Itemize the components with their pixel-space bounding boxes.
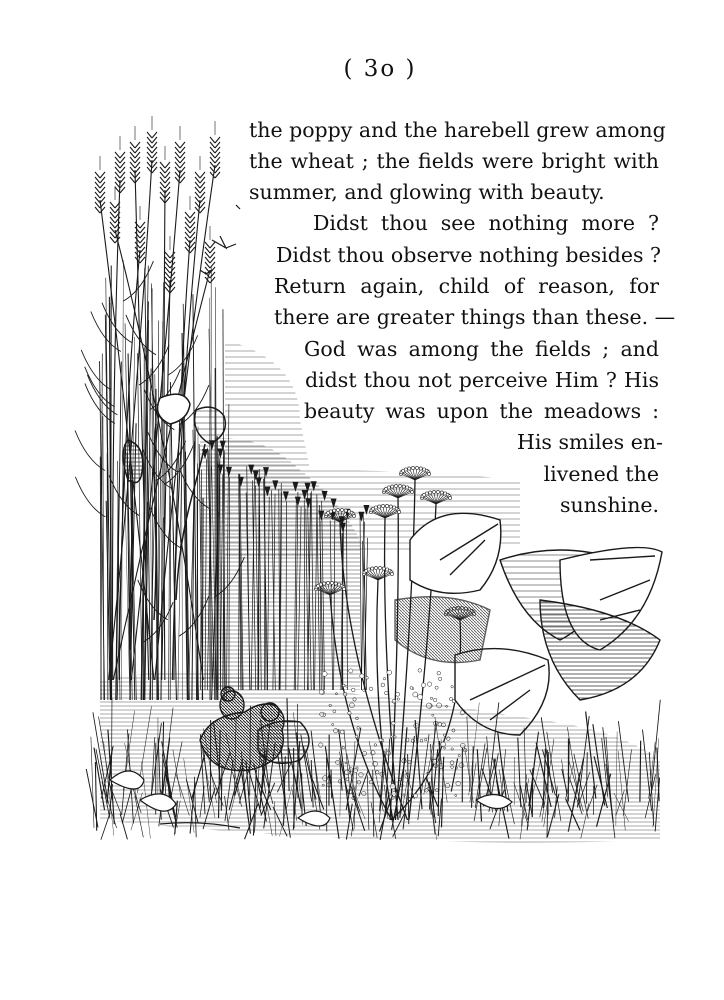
page-number: ( 3o ) xyxy=(343,56,417,82)
text-line: beauty was upon the meadows : xyxy=(304,399,659,423)
text-line: the wheat ; the fields were bright with xyxy=(249,149,659,173)
text-line: sunshine. xyxy=(560,493,660,517)
text-line: Didst thou see nothing more ? xyxy=(313,211,659,235)
text-line: the poppy and the harebell grew among xyxy=(249,118,666,142)
text-line: Didst thou observe nothing besides ? xyxy=(276,243,662,267)
text-line: summer, and glowing with beauty. xyxy=(249,180,605,204)
text-line: God was among the fields ; and xyxy=(304,337,659,361)
text-line: His smiles en- xyxy=(517,430,663,454)
undergrowth xyxy=(86,672,660,843)
text-line: didst thou not perceive Him ? His xyxy=(305,368,659,392)
text-line: livened the xyxy=(543,462,659,486)
text-line: Return again, child of reason, for xyxy=(274,274,659,298)
text-line: there are greater things than these. — xyxy=(274,305,676,329)
